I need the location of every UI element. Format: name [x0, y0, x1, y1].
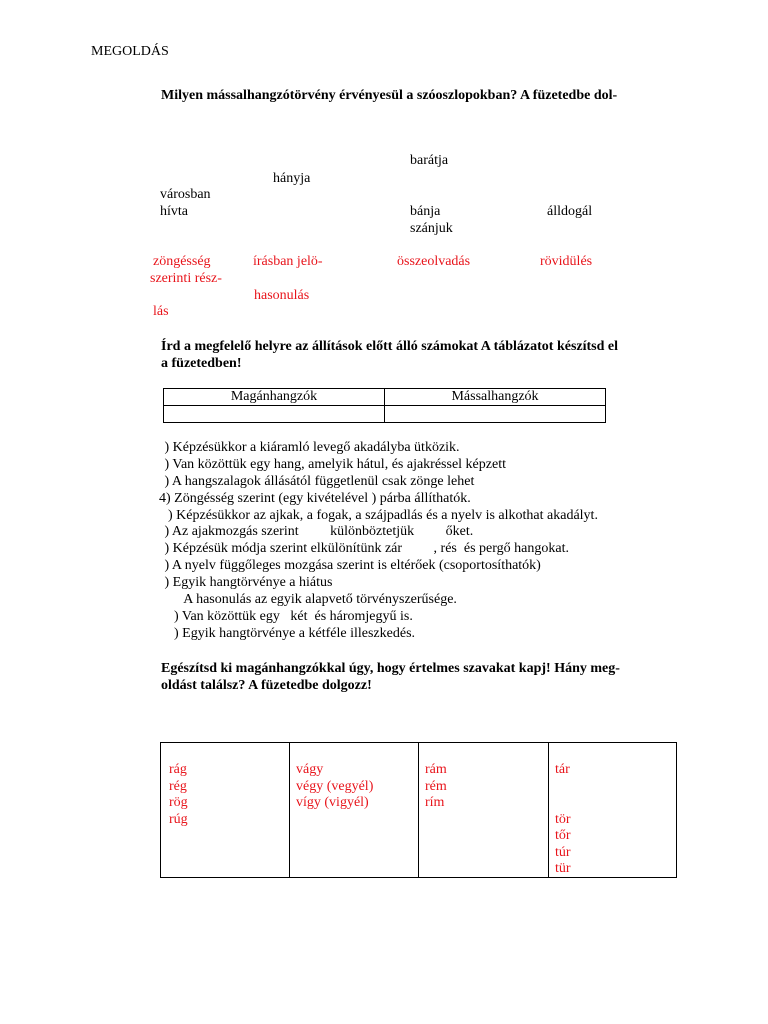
word-hivta: hívta — [160, 204, 188, 219]
answer-zongesseg-line2: szerinti rész- — [150, 271, 222, 286]
answer-zongesseg: zöngésség — [153, 254, 211, 269]
answer-word: tör — [555, 811, 571, 827]
task3-question-line1: Egészítsd ki magánhangzókkal úgy, hogy értelmes szavakat kapj! Hány meg- — [161, 661, 620, 676]
answer-rovidules: rövidülés — [540, 254, 593, 269]
answer-word: túr — [555, 844, 571, 860]
statement-item: A hasonulás az egyik alapvető törvényszerűsége. — [170, 592, 457, 607]
statement-item: ) A nyelv függőleges mozgása szerint is eltérőek (csoportosíthatók) — [161, 558, 541, 573]
answer-hasonulas: hasonulás — [254, 288, 310, 303]
statement-item: ) Egyik hangtörvénye a kétféle illeszkedés. — [167, 626, 416, 641]
answer-word: rág — [169, 762, 187, 777]
answer-word — [555, 795, 571, 812]
answer-word: tár — [555, 762, 570, 777]
answer-column-1 — [169, 762, 188, 828]
answer-word: rög — [169, 795, 188, 810]
answer-column-2 — [296, 762, 373, 812]
task3-question-line2: oldást találsz? A füzetedbe dolgozz! — [161, 678, 372, 693]
answer-word: vígy (vigyél) — [296, 795, 369, 810]
statement-item: ) A hangszalagok állásától függetlenül csak zönge lehet — [161, 474, 475, 489]
vowel-consonant-table — [163, 388, 606, 423]
table-cell-consonants — [385, 406, 606, 423]
answer-word: tür — [555, 861, 571, 876]
task1-question: Milyen mássalhangzótörvény érvényesül a szóoszlopokban? A füzetedbe dol- — [161, 88, 618, 103]
answer-word: vágy — [296, 762, 324, 777]
answer-word: rég — [169, 778, 187, 794]
statement-item: ) Az ajakmozgás szerint különböztetjük őket. — [161, 524, 474, 539]
statement-item: ) Képzésükkor a kiáramló levegő akadályba ütközik. — [161, 440, 460, 455]
table-divider — [289, 743, 290, 877]
table-header-vowels: Magánhangzók — [164, 389, 385, 406]
answer-osszeolvadas: összeolvadás — [397, 254, 471, 269]
answer-column-3 — [425, 762, 447, 812]
statement-item: ) Van közöttük egy két és háromjegyű is. — [167, 609, 413, 624]
statement-item: ) Képzésük módja szerint elkülönítünk zár , rés és pergő hangokat. — [161, 541, 569, 556]
answer-word: rúg — [169, 811, 188, 827]
statement-item: 4) Zöngésség szerint (egy kivételével ) párba állíthatók. — [159, 491, 471, 506]
answer-column-4 — [555, 762, 571, 878]
task2-question-line1: Írd a megfelelő helyre az állítások előtt álló számokat A táblázatot készítsd el — [161, 339, 619, 354]
answer-word: végy (vegyél) — [296, 778, 374, 794]
table-header-consonants: Mássalhangzók — [385, 389, 606, 406]
table-divider — [418, 743, 419, 877]
statement-item: ) Van közöttük egy hang, amelyik hátul, és ajakréssel képzett — [161, 457, 506, 472]
word-szanjuk: szánjuk — [410, 221, 453, 236]
answer-zongesseg-line3: lás — [153, 304, 169, 319]
page-title: MEGOLDÁS — [91, 44, 169, 59]
table-cell-vowels — [164, 406, 385, 423]
word-banja: bánja — [410, 204, 441, 219]
word-alldogal: álldogál — [547, 204, 593, 219]
statement-item: ) Képzésükkor az ajkak, a fogak, a szájpadlás és a nyelv is alkothat akadályt. — [161, 508, 598, 523]
statement-item: ) Egyik hangtörvénye a hiátus — [161, 575, 333, 590]
word-completion-table — [160, 742, 677, 878]
answer-word — [555, 779, 571, 796]
answer-word: rím — [425, 795, 445, 810]
answer-irasban: írásban jelö- — [253, 254, 323, 269]
task2-question-line2: a füzetedben! — [161, 356, 242, 371]
word-varosban: városban — [160, 187, 211, 202]
word-baratja: barátja — [410, 153, 449, 168]
answer-word: rám — [425, 762, 447, 777]
answer-word: tőr — [555, 828, 571, 843]
answer-word: rém — [425, 778, 447, 794]
table-divider — [548, 743, 549, 877]
word-hanyja: hányja — [273, 171, 311, 186]
